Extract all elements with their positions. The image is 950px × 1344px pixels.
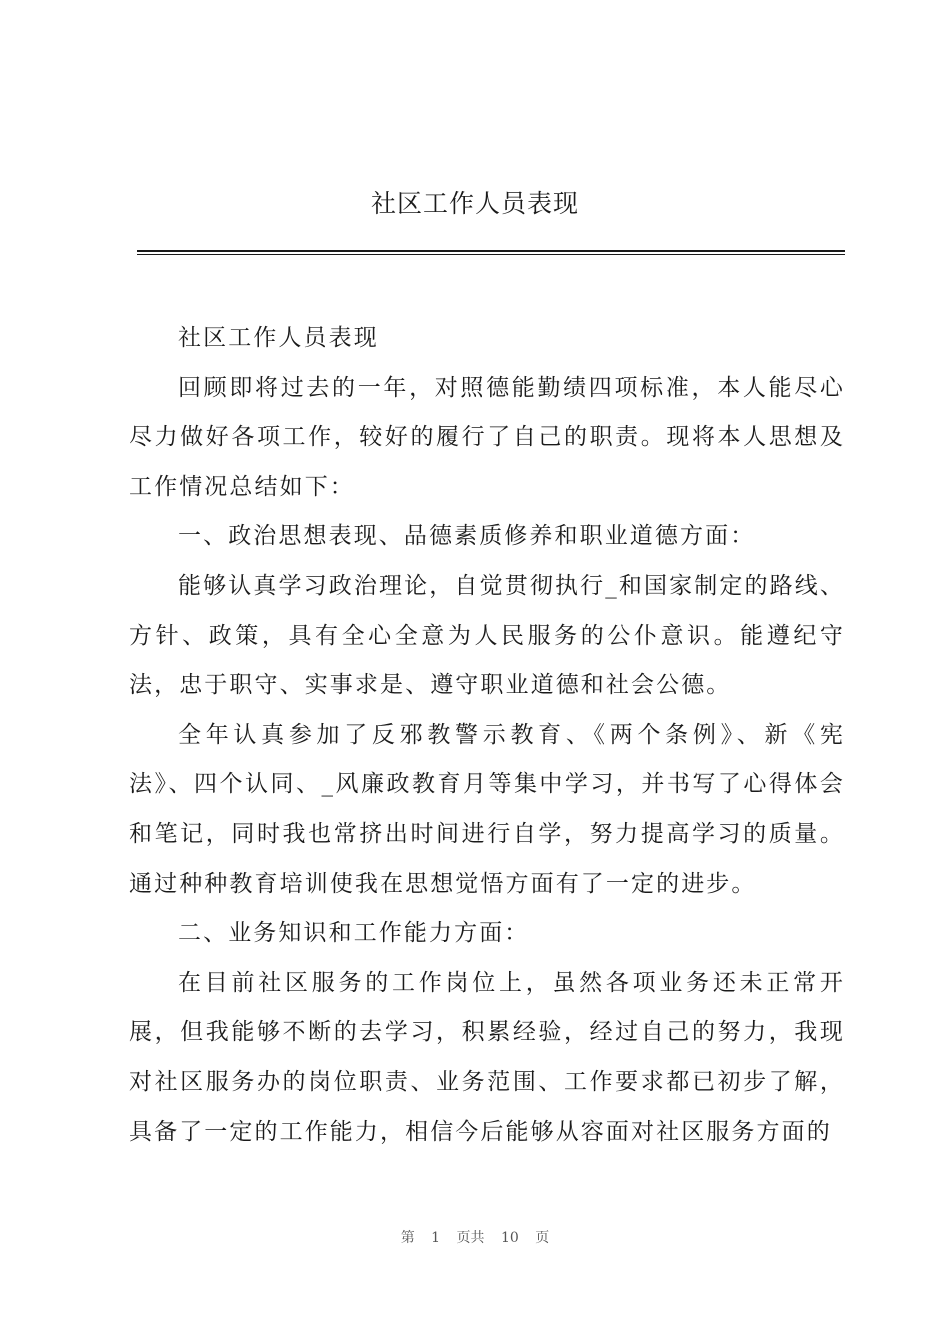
- section-heading-2: 二、业务知识和工作能力方面：: [178, 920, 530, 947]
- paragraph-study: 全年认真参加了反邪教警示教育、《两个条例》、新《宪法》、四个认同、_风廉政教育月等集中学习，并书写了心得体会和笔记，同时我也常挤出时间进行自学，努力提高学习的质量。通过种种教育培训使我在思想觉悟方面有了一定的进步。: [129, 721, 845, 897]
- title-divider: [137, 250, 845, 255]
- current-page-number: 1: [431, 1230, 441, 1246]
- paragraph-intro: 回顾即将过去的一年，对照德能勤绩四项标准，本人能尽心尽力做好各项工作，较好的履行了自己的职责。现将本人思想及工作情况总结如下：: [129, 374, 845, 500]
- footer-middle: 页共: [456, 1230, 485, 1246]
- document-title: 社区工作人员表现: [370, 189, 579, 218]
- section-heading-1: 一、政治思想表现、品德素质修养和职业道德方面：: [178, 523, 756, 550]
- page-footer: [0, 1227, 950, 1247]
- footer-suffix: 页: [535, 1230, 550, 1246]
- paragraph-work-ability: 在目前社区服务的工作岗位上，虽然各项业务还未正常开展，但我能够不断的去学习，积累经验，经过自己的努力，我现对社区服务办的岗位职责、业务范围、工作要求都已初步了解，具备了一定的工作能力，相信今后能够从容面对社区服务方面的: [129, 969, 845, 1145]
- footer-prefix: 第: [400, 1230, 415, 1246]
- paragraph-political-theory: 能够认真学习政治理论，自觉贯彻执行_和国家制定的路线、方针、政策，具有全心全意为人民服务的公仆意识。能遵纪守法，忠于职守、实事求是、遵守职业道德和社会公德。: [129, 572, 845, 699]
- total-pages-number: 10: [501, 1230, 519, 1246]
- paragraph-heading: 社区工作人员表现: [178, 325, 379, 351]
- document-body: [129, 314, 845, 1157]
